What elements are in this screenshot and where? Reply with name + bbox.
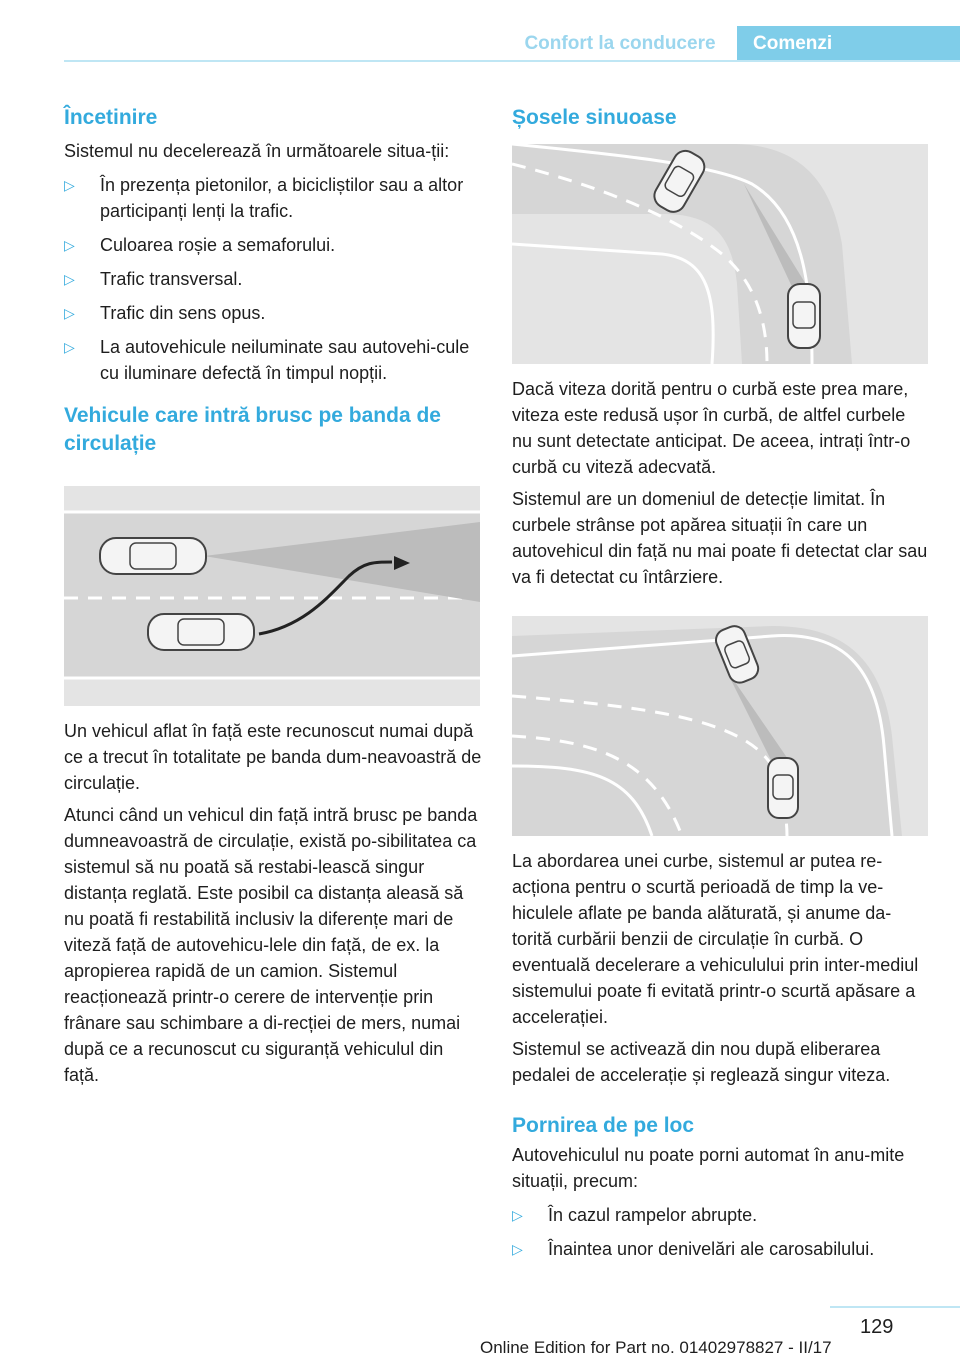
header-divider [64,60,960,62]
list-item [64,266,482,292]
page-number: 129 [860,1316,894,1338]
list-item [64,232,482,258]
heading-incetinire: Încetinire [64,106,158,129]
triangle-bullet-icon: ▷ [512,1241,523,1257]
list-item [64,334,482,386]
heading-sosele-sinuoase: Șosele sinuoase [512,106,677,129]
list-item-text: În cazul rampelor abrupte. [548,1205,758,1225]
intro-paragraph: Sistemul nu decelerează în următoarele situa‐ții: [64,141,450,161]
list-item-text: În prezența pietonilor, a bicicliștilor sau a altor participanți lenți la trafic. [100,175,464,221]
curve-paragraph-1: Dacă viteza dorită pentru o curbă este prea mare, viteza este redusă ușor în curbă, de altfel curbele nu sunt detectate anticipat. De aceea, intrați într-o curbă cu viteză adecvată. [512,379,911,477]
curve-paragraph-3: La abordarea unei curbe, sistemul ar putea re‐acționa pentru o scurtă perioadă de timp la ve‐hiculele aflate pe banda alăturată, și anume da‐torită curbării benzii de circulație în curbă. O eventuală decelerare a vehiculului prin inter‐mediul sistemului poate fi evitată printr-o scurtă apăsare a accelerației. [512,851,919,1027]
start-list [512,1202,930,1262]
list-item-text: La autovehicule neiluminate sau autovehi‐cule cu iluminare defectă în timpul nopții. [100,337,470,383]
triangle-bullet-icon: ▷ [64,177,75,193]
right-column [512,100,930,1262]
curve-diagram-1 [512,144,928,364]
edition-note: Online Edition for Part no. 01402978827 - II/17 [480,1338,832,1357]
list-item-text: Trafic din sens opus. [100,303,266,323]
left-column [64,100,482,1088]
triangle-bullet-icon: ▷ [64,237,75,253]
list-item [64,300,482,326]
header-chapter-tab[interactable]: Comenzi [737,26,960,62]
list-item [512,1236,930,1262]
heading-vehicule-intra-brusc: Vehicule care intră brusc pe banda de circulație [64,404,441,455]
list-item-text: Trafic transversal. [100,269,243,289]
start-paragraph: Autovehiculul nu poate porni automat în anu‐mite situații, precum: [512,1145,905,1191]
list-item-text: Înaintea unor denivelări ale carosabilului. [548,1239,875,1259]
curve-diagram-2 [512,616,928,836]
list-item [512,1202,930,1228]
cut-in-paragraph-1: Un vehicul aflat în față este recunoscut numai după ce a trecut în totalitate pe banda dum‐neavoastră de circulație. [64,721,482,793]
header-section-tab[interactable]: Confort la conducere [524,33,716,54]
deceleration-list [64,172,482,386]
triangle-bullet-icon: ▷ [64,305,75,321]
curve-paragraph-4: Sistemul se activează din nou după eliberarea pedalei de accelerație și reglează singur viteza. [512,1039,891,1085]
triangle-bullet-icon: ▷ [64,271,75,287]
list-item [64,172,482,224]
cut-in-vehicle-illustration [64,486,480,706]
list-item-text: Culoarea roșie a semaforului. [100,235,336,255]
curve-paragraph-2: Sistemul are un domeniul de detecție limitat. În curbele strânse pot apărea situații în care un autovehicul din față nu mai poate fi detectat clar sau va fi detectat cu întârziere. [512,489,928,587]
curved-road-illustration-2 [512,616,928,836]
curved-road-illustration-1 [512,144,928,364]
triangle-bullet-icon: ▷ [512,1207,523,1223]
heading-pornirea-de-pe-loc: Pornirea de pe loc [512,1114,695,1137]
cut-in-diagram [64,486,480,706]
cut-in-paragraph-2: Atunci când un vehicul din față intră brusc pe banda dumneavoastră de circulație, există po‐sibilitatea ca sistemul să nu poată să restabi‐lească singur distanța reglată. Este posibil ca distanța aleasă să nu poată fi restabilită inclusiv la diferențe mari de viteză față de autovehicu‐lele din față, de ex. la apropierea rapidă de un camion. Sistemul reacționează printr-o cerere de intervenție prin frânare sau schimbare a di‐recției de mers, numai după ce a recunoscut cu siguranță vehiculul din față. [64,805,478,1085]
triangle-bullet-icon: ▷ [64,339,75,355]
footer-divider [830,1306,960,1308]
